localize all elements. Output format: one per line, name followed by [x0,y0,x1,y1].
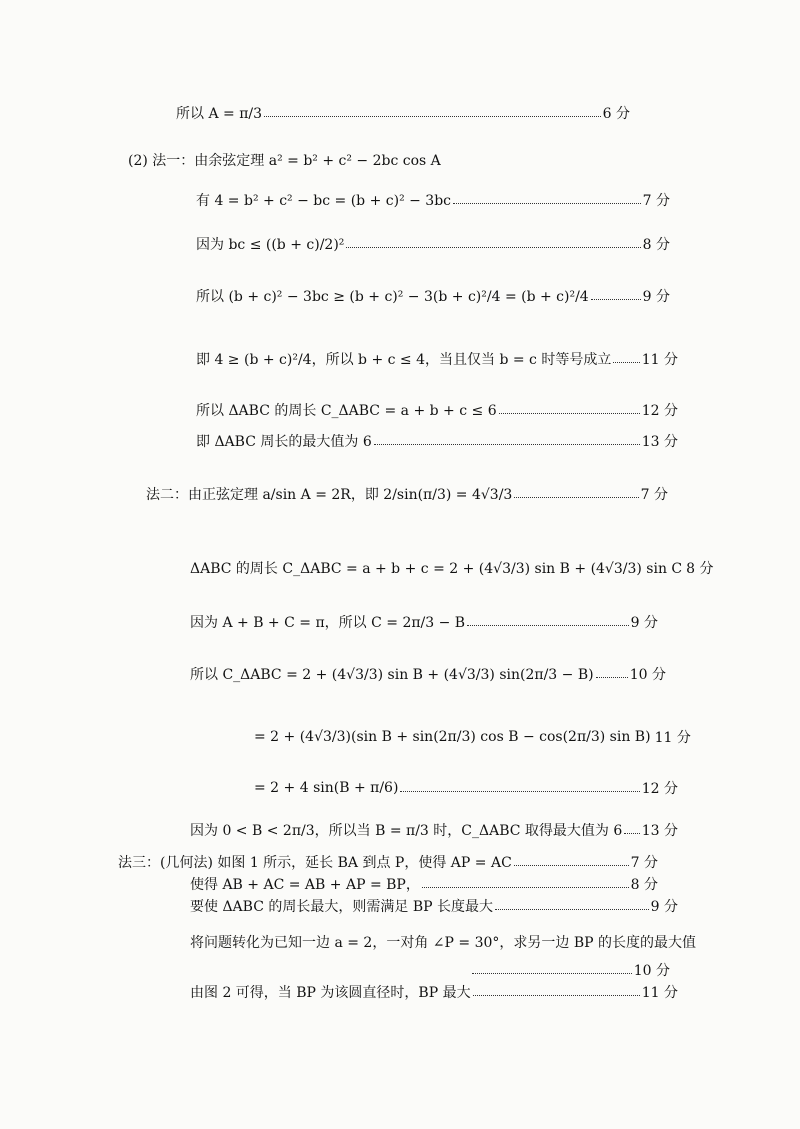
solution-line-20 [470,960,670,980]
solution-line-17 [190,874,658,894]
line-text: 所以 ΔABC 的周长 C_ΔABC = a + b + c ≤ 6 [196,403,497,419]
leader-dots [596,677,628,678]
leader-dots [400,791,639,792]
leader-dots [472,973,632,974]
line-text: 因为 0 < B < 2π/3，所以当 B = π/3 时，C_ΔABC 取得最大值为 6 [190,823,623,839]
leader-dots [374,444,640,445]
solution-line-3 [196,190,670,210]
score-label: 7 分 [640,487,668,503]
score-label: 11 分 [654,730,691,746]
score-label: 10 分 [633,963,670,979]
line-text: 即 4 ≥ (b + c)²/4，所以 b + c ≤ 4，当且仅当 b = c 时等号成立 [196,352,612,368]
line-text: 有 4 = b² + c² − bc = (b + c)² − 3bc [196,193,452,209]
score-label: 11 分 [641,985,678,1001]
leader-dots [264,116,601,117]
leader-dots [473,995,640,996]
solution-line-21 [190,982,678,1002]
score-label: 12 分 [641,403,678,419]
line-text: ΔABC 的周长 C_ΔABC = a + b + c = 2 + (4√3/3) sin B + (4√3/3) sin C [190,561,683,577]
score-label: 8 分 [686,561,714,577]
line-text: 法三：(几何法) 如图 1 所示，延长 BA 到点 P，使得 AP = AC [118,855,512,871]
score-label: 8 分 [642,237,670,253]
solution-line-9 [146,484,668,504]
line-text: = 2 + (4√3/3)(sin B + sin(2π/3) cos B − cos(2π/3) sin B) [254,729,651,745]
solution-line-1 [176,103,630,123]
leader-dots [346,247,640,248]
score-label: 12 分 [641,781,678,797]
score-label: 9 分 [642,289,670,305]
leader-dots [467,625,629,626]
line-text: 所以 A = π/3 [176,106,263,122]
leader-dots [514,865,629,866]
solution-line-2 [128,150,648,170]
solution-line-13 [254,727,691,747]
line-text: 因为 A + B + C = π，所以 C = 2π/3 − B [190,615,466,631]
solution-line-10 [190,558,714,578]
line-text: 因为 bc ≤ ((b + c)/2)² [196,237,345,253]
score-label: 11 分 [641,352,678,368]
line-text: 由图 2 可得，当 BP 为该圆直径时，BP 最大 [190,985,471,1001]
score-label: 13 分 [641,823,678,839]
score-label: 9 分 [650,899,678,915]
leader-dots [514,497,638,498]
solution-line-18 [190,896,678,916]
score-label: 7 分 [630,855,658,871]
solution-line-8 [196,431,678,451]
solution-line-14 [254,778,678,798]
solution-line-7 [196,400,678,420]
score-label: 9 分 [630,615,658,631]
solution-line-16 [118,852,658,872]
line-text: 使得 AB + AC = AB + AP = BP， [190,877,420,893]
line-text: 所以 C_ΔABC = 2 + (4√3/3) sin B + (4√3/3) sin(2π/3 − B) [190,667,594,683]
leader-dots [453,203,641,204]
solution-line-19 [190,932,696,952]
line-text: (2) 法一：由余弦定理 a² = b² + c² − 2bc cos A [128,153,441,169]
line-text: 将问题转化为已知一边 a = 2，一对角 ∠P = 30°，求另一边 BP 的长度的最大值 [190,935,696,951]
score-label: 6 分 [602,106,630,122]
leader-dots [422,887,629,888]
leader-dots [591,299,641,300]
solution-line-4 [196,234,670,254]
solution-line-5 [196,286,670,306]
solution-line-11 [190,612,658,632]
line-text: = 2 + 4 sin(B + π/6) [254,780,399,796]
solution-line-15 [190,820,678,840]
score-label: 13 分 [641,434,678,450]
score-label: 8 分 [630,877,658,893]
score-label: 7 分 [642,193,670,209]
solution-line-6 [196,349,678,369]
leader-dots [613,362,639,363]
leader-dots [624,833,639,834]
leader-dots [495,909,649,910]
line-text: 法二：由正弦定理 a/sin A = 2R，即 2/sin(π/3) = 4√3/3 [146,487,513,503]
leader-dots [499,413,640,414]
line-text: 所以 (b + c)² − 3bc ≥ (b + c)² − 3(b + c)²/4 = (b + c)²/4 [196,289,589,305]
line-text: 要使 ΔABC 的周长最大，则需满足 BP 长度最大 [190,899,493,915]
line-text: 即 ΔABC 周长的最大值为 6 [196,434,372,450]
score-label: 10 分 [629,667,666,683]
solution-line-12 [190,664,666,684]
